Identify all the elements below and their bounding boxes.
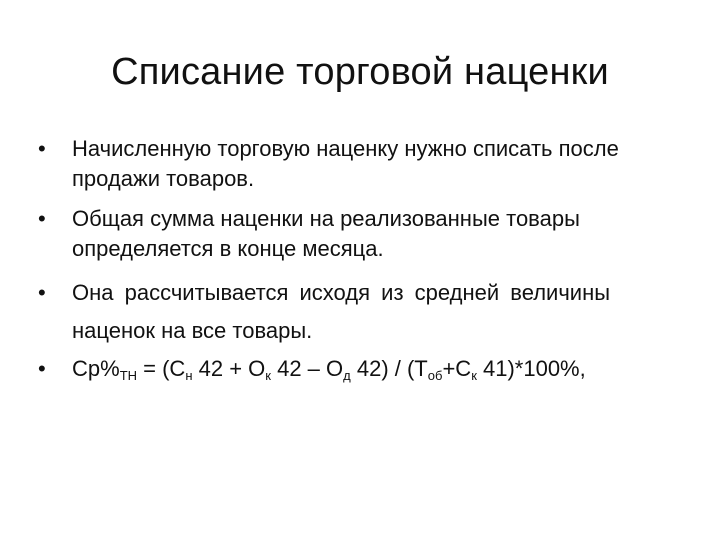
formula [72, 356, 586, 381]
formula-item [36, 354, 684, 384]
formula-part: 42) / (Т [350, 356, 428, 381]
formula-subscript: д [343, 368, 351, 383]
bullet-item [36, 134, 684, 194]
formula-subscript: к [471, 368, 477, 383]
formula-part: = (С [137, 356, 186, 381]
bullet-dot-icon: • [38, 206, 46, 231]
formula-subscript: н [185, 368, 193, 383]
formula-subscript: ТН [119, 368, 138, 383]
bullet-item [36, 274, 684, 350]
bullet-text-line: Она рассчитывается исходя из средней величины [72, 280, 611, 305]
formula-part: Ср% [72, 356, 120, 381]
bullet-dot-icon: • [38, 136, 46, 161]
formula-part: 41)*100%, [476, 356, 586, 381]
bullet-dot-icon: • [38, 356, 46, 381]
bullet-dot-icon: • [38, 280, 46, 305]
formula-part: +С [442, 356, 472, 381]
bullet-item [36, 204, 684, 264]
bullet-text-line: наценок на все товары. [72, 318, 313, 343]
formula-subscript: об [427, 368, 443, 383]
formula-subscript: к [265, 368, 271, 383]
formula-part: 42 – О [270, 356, 344, 381]
bullet-text: Начисленную торговую наценку нужно списать после продажи товаров. [72, 136, 619, 191]
bullet-text: Общая сумма наценки на реализованные товары определяется в конце месяца. [72, 206, 580, 261]
bullet-list [36, 134, 684, 384]
formula-part: 42 + О [192, 356, 266, 381]
slide-title: Списание торговой наценки [111, 51, 609, 93]
